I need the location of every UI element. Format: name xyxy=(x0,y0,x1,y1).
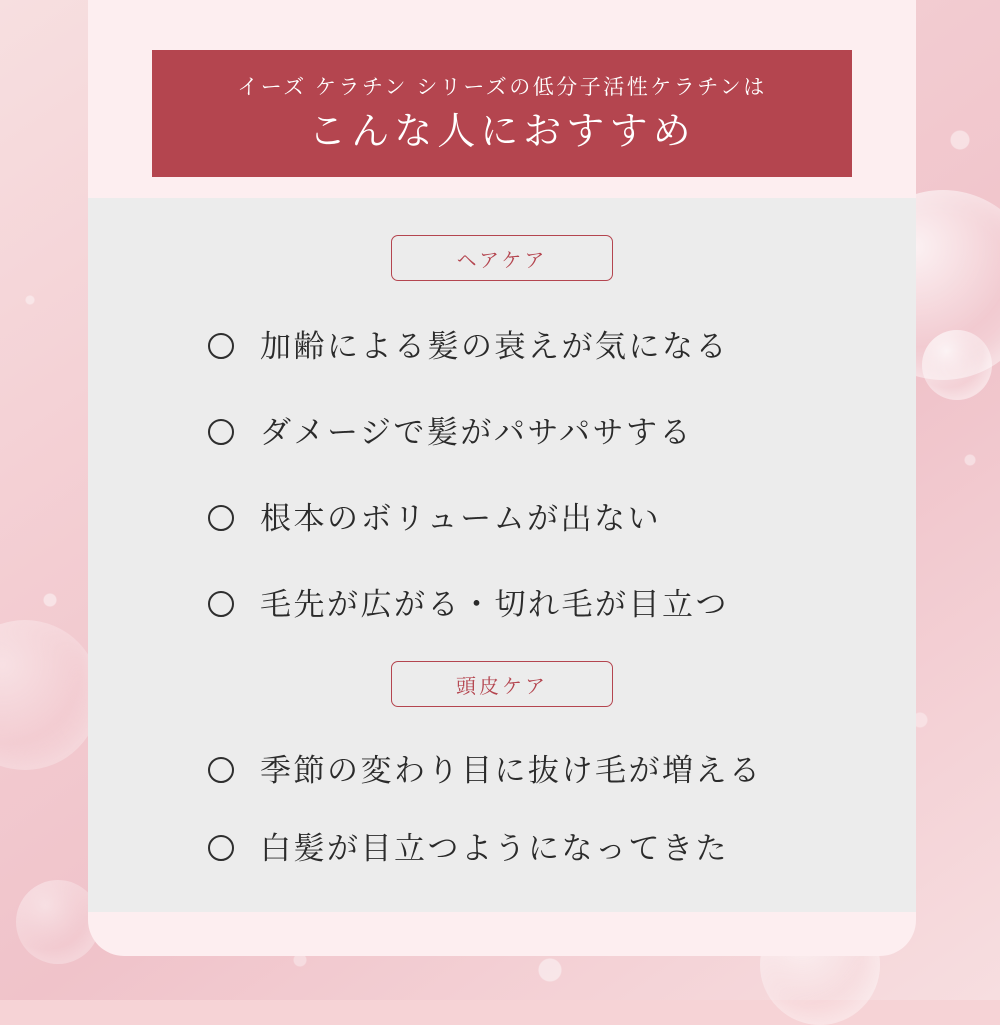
circle-bullet-icon xyxy=(208,419,234,445)
section-label-haircare: ヘアケア xyxy=(391,235,613,281)
heading-banner xyxy=(152,50,852,177)
list-item-label: 季節の変わり目に抜け毛が増える xyxy=(260,752,763,788)
list-item xyxy=(208,303,848,389)
list-item-label: 根本のボリュームが出ない xyxy=(260,500,662,536)
list-item-label: 加齢による髪の衰えが気になる xyxy=(260,328,729,364)
recommendation-panel xyxy=(88,198,916,912)
circle-bullet-icon xyxy=(208,333,234,359)
scalpcare-list xyxy=(208,731,848,887)
list-item xyxy=(208,809,848,887)
water-droplet-icon xyxy=(922,330,992,400)
content-card xyxy=(88,0,916,956)
circle-bullet-icon xyxy=(208,505,234,531)
list-item xyxy=(208,389,848,475)
water-droplet-icon xyxy=(0,620,100,770)
list-item-label: 毛先が広がる・切れ毛が目立つ xyxy=(260,586,729,622)
circle-bullet-icon xyxy=(208,835,234,861)
circle-bullet-icon xyxy=(208,591,234,617)
haircare-list xyxy=(208,303,848,647)
list-item xyxy=(208,731,848,809)
list-item-label: 白髪が目立つようになってきた xyxy=(260,830,729,866)
list-item-label: ダメージで髪がパサパサする xyxy=(260,414,694,450)
banner-headline: こんな人におすすめ xyxy=(308,110,696,153)
list-item xyxy=(208,561,848,647)
circle-bullet-icon xyxy=(208,757,234,783)
banner-kicker: イーズ ケラチン シリーズの低分子活性ケラチンは xyxy=(237,75,767,99)
list-item xyxy=(208,475,848,561)
section-label-scalpcare: 頭皮ケア xyxy=(391,661,613,707)
